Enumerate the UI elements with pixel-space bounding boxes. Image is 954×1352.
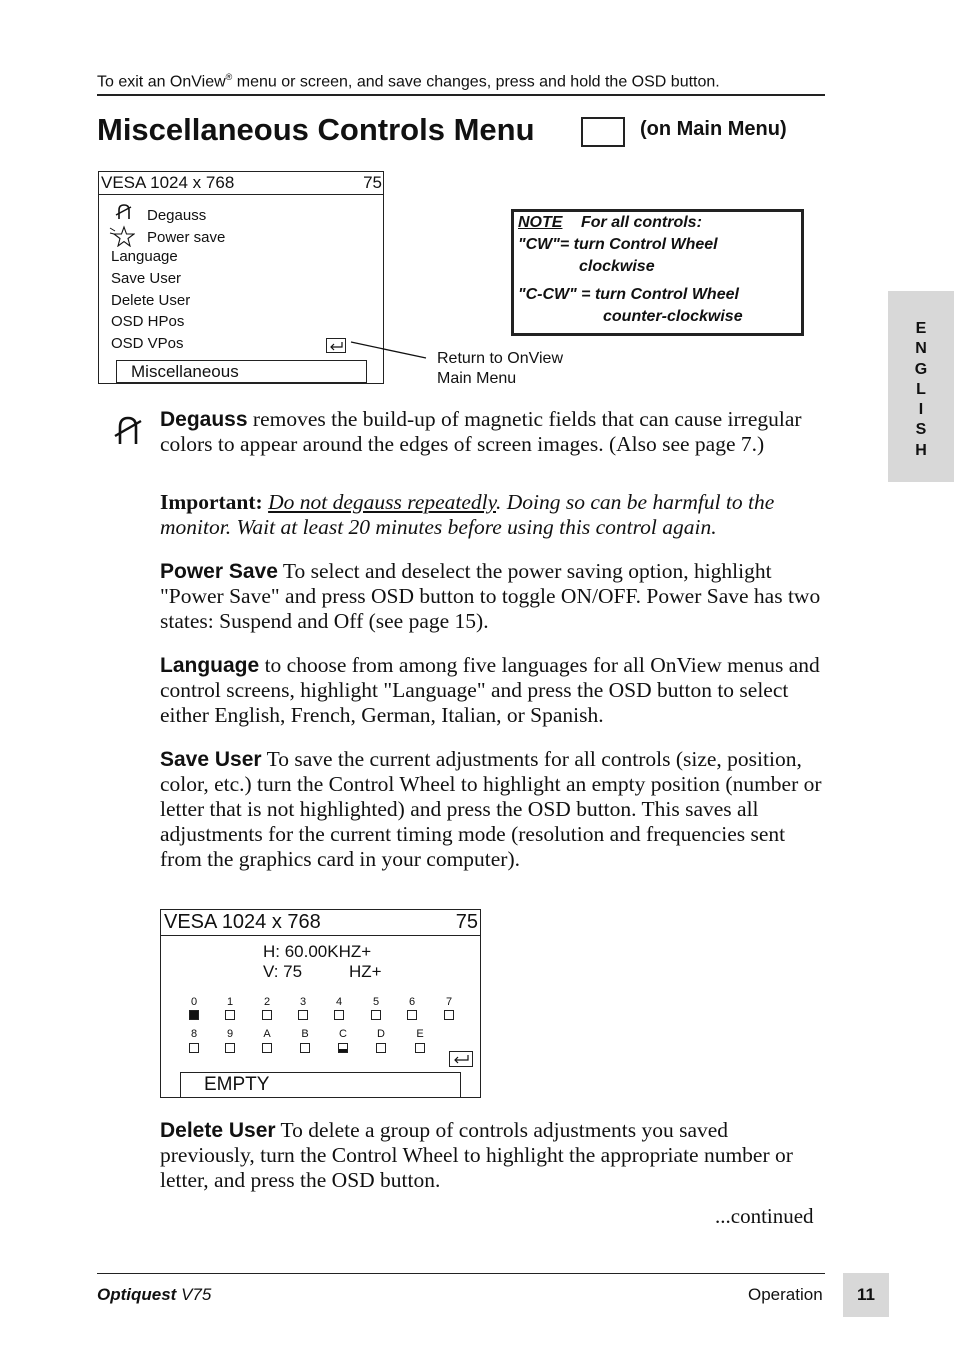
slot-box: [189, 1043, 199, 1053]
page-subtitle: (on Main Menu): [640, 118, 787, 140]
note-line: clockwise: [579, 258, 655, 275]
slot-label: 2: [263, 996, 271, 1008]
section-heading: Power Save: [160, 560, 278, 583]
slot-box: [334, 1010, 344, 1020]
return-icon: [449, 1051, 473, 1067]
side-tab-letter: G: [914, 361, 928, 378]
osd-item-language: Language: [111, 248, 178, 265]
degauss-icon: [115, 204, 133, 220]
slot-box: [444, 1010, 454, 1020]
section-heading: Degauss: [160, 408, 248, 431]
page-number: 11: [843, 1273, 889, 1317]
page-title: Miscellaneous Controls Menu: [97, 112, 535, 147]
osd-header: [99, 172, 383, 195]
important-paragraph: [160, 490, 828, 540]
side-tab-letter: S: [915, 421, 927, 438]
power-save-paragraph: [160, 559, 828, 634]
slot-label: 7: [445, 996, 453, 1008]
section-heading: Save User: [160, 748, 262, 771]
slot-label: 8: [190, 1028, 198, 1040]
osd-v-frequency: V: 75: [263, 962, 303, 981]
language-paragraph: [160, 653, 828, 728]
osd-item-vpos: OSD VPos: [111, 335, 184, 352]
exit-instruction: To exit an OnView® menu or screen, and save changes, press and hold the OSD button.: [97, 72, 720, 91]
side-tab-letter: H: [915, 442, 927, 459]
side-tab-letter: N: [915, 340, 927, 357]
important-warning: Do not degauss repeatedly: [268, 490, 496, 514]
osd-item-degauss: Degauss: [147, 207, 207, 224]
osd-h-frequency: H: 60.00KHZ+: [263, 942, 372, 961]
slot-label: A: [263, 1028, 271, 1040]
osd-footer-miscellaneous: Miscellaneous: [116, 360, 367, 383]
paragraph-text: To delete a group of controls adjustments you saved previously, turn the Control Wheel to highlight the appropriate number or letter, and press the OSD button.: [160, 1118, 793, 1192]
osd-header: [161, 910, 480, 936]
side-tab-letter: L: [916, 381, 926, 398]
slot-label: B: [301, 1028, 309, 1040]
paragraph-text: To select and deselect the power saving option, highlight "Power Save" and press OSD button to toggle ON/OFF. Power Save has two states: Suspend and Off (see page 15).: [160, 559, 821, 633]
side-tab-letter: I: [918, 401, 924, 418]
footer-section: Operation: [748, 1285, 823, 1304]
section-heading: Delete User: [160, 1119, 276, 1142]
slot-label: 1: [226, 996, 234, 1008]
continued-label: ...continued: [715, 1204, 814, 1228]
osd-refresh-rate: 75: [363, 173, 382, 192]
slot-box: [300, 1043, 310, 1053]
osd-item-power-save: Power save: [147, 229, 226, 246]
osd-misc-menu-screen: [98, 171, 384, 384]
slot-label: C: [339, 1028, 347, 1040]
slot-box: [371, 1010, 381, 1020]
slot-label: 4: [335, 996, 343, 1008]
slot-box: [376, 1043, 386, 1053]
note-line: "CW"= turn Control Wheel: [518, 236, 718, 253]
paragraph-text: removes the build-up of magnetic fields that can cause irregular colors to appear around the edges of screen images. (Also see page 7.): [160, 407, 802, 456]
section-heading: Language: [160, 654, 260, 677]
slot-label: 9: [226, 1028, 234, 1040]
return-callout-label: Return to OnView Main Menu: [437, 350, 563, 387]
paragraph-text: . Doing so can be harmful to the monitor. Wait at least 20 minutes before using this control again.: [160, 490, 775, 539]
slot-box: [415, 1043, 425, 1053]
paragraph-text: to choose from among five languages for all OnView menus and control screens, highlight "Language" and press the OSD button to select either English, French, German, Italian, or Spanish.: [160, 653, 820, 727]
header-rule: [97, 94, 825, 96]
slot-box-selected: [189, 1010, 199, 1020]
return-icon: [326, 338, 346, 353]
osd-save-user-screen: [160, 909, 481, 1098]
language-side-tab: [888, 291, 954, 482]
slot-label: 0: [190, 996, 198, 1008]
osd-item-save-user: Save User: [111, 270, 182, 287]
callout-leader-line: [350, 339, 430, 361]
slot-label: 5: [372, 996, 380, 1008]
slot-box: [338, 1043, 348, 1053]
slot-label: E: [416, 1028, 424, 1040]
degauss-paragraph: [160, 407, 828, 457]
slot-box: [298, 1010, 308, 1020]
paragraph-text: To save the current adjustments for all controls (size, position, color, etc.) turn the Control Wheel to highlight an empty position (number or letter that is not highlighted) and press the OSD button. This saves all adjustments for the current timing mode (resolution and frequencies sent from the graphics card in your computer).: [160, 747, 822, 871]
osd-footer-empty: EMPTY: [180, 1072, 461, 1098]
important-label: Important:: [160, 490, 269, 514]
osd-v-unit: HZ+: [349, 962, 382, 981]
save-user-paragraph: [160, 747, 828, 872]
slot-label: D: [377, 1028, 385, 1040]
slot-box: [262, 1010, 272, 1020]
slot-box: [407, 1010, 417, 1020]
slot-label: 6: [408, 996, 416, 1008]
delete-user-paragraph: [160, 1118, 828, 1193]
note-box: [511, 209, 804, 336]
osd-item-delete-user: Delete User: [111, 292, 191, 309]
slot-box: [225, 1043, 235, 1053]
osd-mode: VESA 1024 x 768: [101, 173, 235, 192]
note-line: "C-CW" = turn Control Wheel: [518, 286, 739, 303]
slot-label: 3: [299, 996, 307, 1008]
note-line: For all controls:: [581, 214, 702, 231]
slot-box: [262, 1043, 272, 1053]
degauss-icon: [112, 414, 144, 446]
osd-mode: VESA 1024 x 768: [164, 911, 321, 933]
power-save-star-icon: [109, 225, 135, 247]
footer-rule: [97, 1273, 825, 1274]
osd-refresh-rate: 75: [455, 911, 478, 933]
footer-brand: Optiquest V75: [97, 1285, 212, 1304]
menu-icon-box: [581, 117, 625, 147]
osd-item-hpos: OSD HPos: [111, 313, 185, 330]
note-line: counter-clockwise: [603, 308, 743, 325]
note-label: NOTE: [518, 214, 563, 231]
side-tab-letter: E: [915, 320, 927, 337]
slot-box: [225, 1010, 235, 1020]
